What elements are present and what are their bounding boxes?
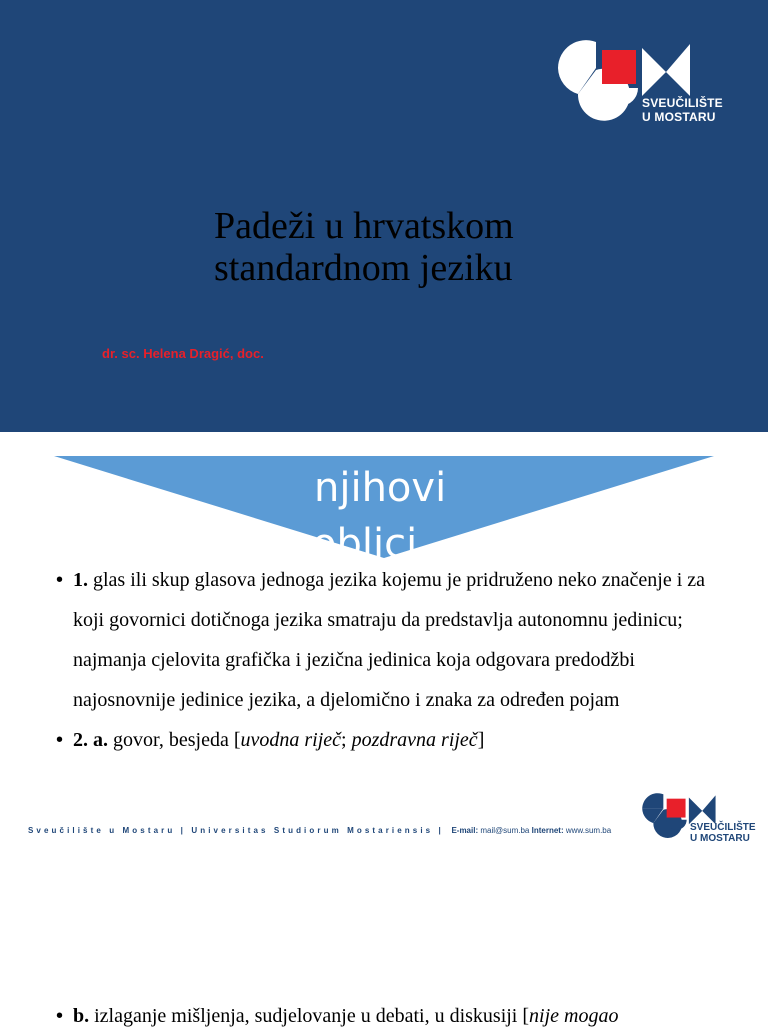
- item-text: govor, besjeda [: [108, 729, 241, 751]
- logo-small-line1: SVEUČILIŠTE: [690, 822, 756, 833]
- bullet-icon: •: [56, 1005, 64, 1027]
- bullet-icon: •: [56, 729, 64, 751]
- item-text-end: ]: [477, 729, 485, 751]
- banner-heading: [314, 460, 446, 562]
- item-number: 1.: [73, 569, 88, 591]
- logo-text: [642, 96, 723, 124]
- item-number: b.: [73, 1005, 90, 1027]
- banner-heading-line1: njihovi: [314, 465, 447, 511]
- footer-internet[interactable]: www.sum.ba: [565, 826, 612, 835]
- footer-email-label: E-mail:: [451, 826, 479, 835]
- slide-title: [214, 205, 634, 289]
- logo-text-line2: U MOSTARU: [642, 110, 716, 124]
- item-number: 2. a.: [73, 729, 108, 751]
- title-slide: [0, 0, 768, 432]
- footer-email[interactable]: mail@sum.ba: [480, 826, 530, 835]
- list-item: [56, 720, 736, 760]
- banner-heading-line2: oblici: [312, 521, 418, 562]
- list-item: [56, 560, 736, 720]
- item-text: glas ili skup glasova jednoga jezika kojemu je pridruženo neko značenje i za koji govornici dotičnoga jezika smatraju da predstavlja autonomnu jedinicu; najmanja cjelovita grafička i jezična jedinica koja odgovara predodžbi najosnovnije jedinice jezika, a djelomično i znaka za određen pojam: [73, 569, 706, 711]
- footer-internet-label: Internet:: [531, 826, 564, 835]
- bullet-icon: •: [56, 569, 64, 591]
- slide-title-line1: Padeži u hrvatskom: [214, 205, 514, 247]
- separator-text: ;: [341, 729, 352, 751]
- example-phrase: pozdravna riječ: [351, 729, 478, 751]
- definition-list-continued: [56, 996, 756, 1036]
- list-item: [56, 996, 756, 1036]
- logo-text-line1: SVEUČILIŠTE: [642, 96, 723, 110]
- example-phrase: nije mogao: [529, 1005, 619, 1027]
- footer-contact: [449, 826, 611, 835]
- slide-title-line2: standardnom jeziku: [214, 247, 513, 289]
- example-phrase: uvodna riječ: [240, 729, 342, 751]
- item-text: izlaganje mišljenja, sudjelovanje u debati, u diskusiji [: [89, 1005, 530, 1027]
- footer-university: Sveučilište u Mostaru | Universitas Studiorum Mostariensis |: [28, 826, 444, 835]
- author-name: dr. sc. Helena Dragić, doc.: [102, 346, 264, 361]
- logo-small-line2: U MOSTARU: [690, 833, 750, 844]
- slide-footer: [28, 826, 611, 835]
- definition-list: [56, 560, 736, 760]
- section-banner: [0, 452, 768, 562]
- logo-small-text: [690, 822, 756, 844]
